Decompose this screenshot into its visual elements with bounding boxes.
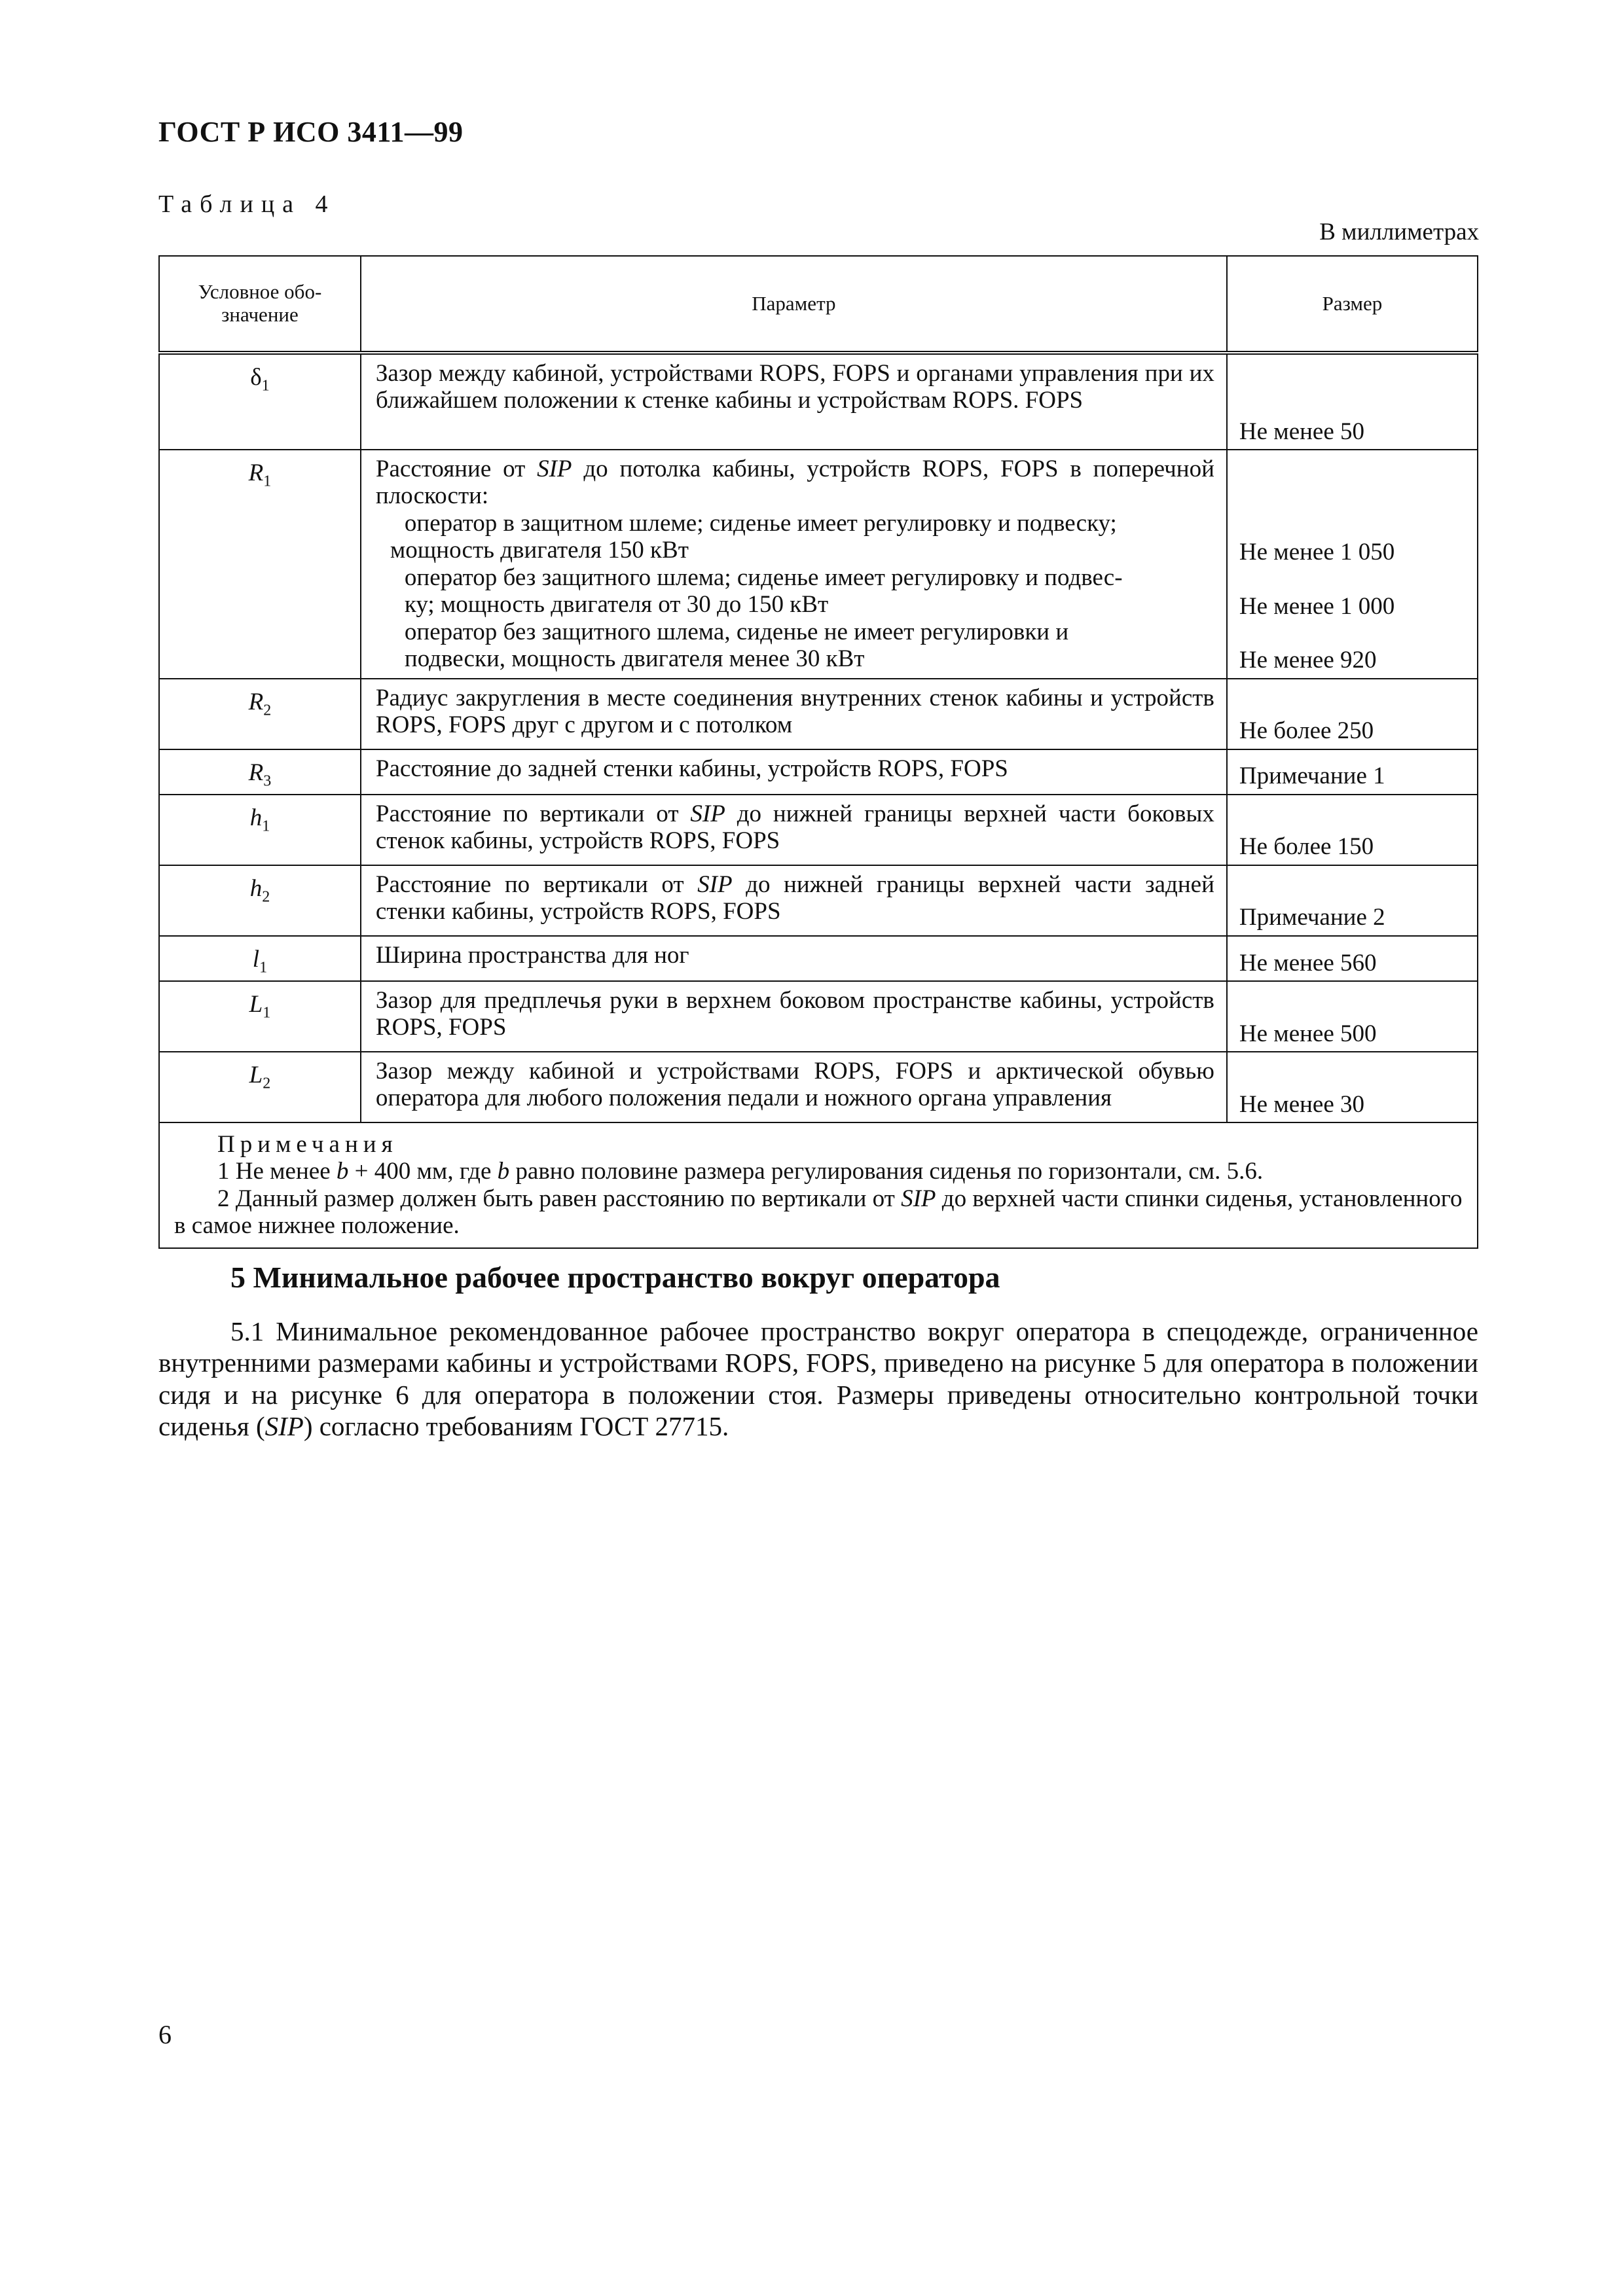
parameter-line: Зазор между кабиной и устройствами ROPS, FOPS и арктической обувью оператора для любого положения педали и ножного органа управления — [375, 1058, 1214, 1112]
row-symbol: $L_2$ — [159, 1052, 361, 1122]
size-value: Не менее 1 000 — [1239, 592, 1395, 620]
row-size — [1227, 749, 1478, 795]
column-header-size: Размер — [1227, 256, 1478, 353]
size-value: Не менее 1 050 — [1239, 539, 1395, 566]
parameter-line: Ширина пространства для ног — [375, 941, 689, 969]
parameter-line: Расстояние по вертикали от SIP до нижней границы верхней части боковых стенок кабины, устройств ROPS, FOPS — [375, 800, 1214, 855]
size-value: Не менее 560 — [1239, 949, 1377, 977]
parameter-line: оператор в защитном шлеме; сиденье имеет регулировку и подвеску; — [404, 509, 1117, 537]
table-row — [159, 981, 1478, 1052]
size-value: Примечание 1 — [1239, 762, 1385, 790]
notes-title: Примечания — [217, 1131, 398, 1158]
column-header-parameter: Параметр — [361, 256, 1227, 353]
parameter-line: Радиус закругления в месте соединения внутренних стенок кабины и устройств ROPS, FOPS друг с другом и с потолком — [375, 684, 1214, 738]
row-parameter — [361, 353, 1227, 450]
row-parameter — [361, 865, 1227, 936]
row-size — [1227, 679, 1478, 749]
table-notes-row — [159, 1122, 1478, 1248]
parameter-line: Расстояние от SIP до потолка кабины, устройств ROPS, FOPS в поперечной плоскости: — [375, 456, 1214, 510]
row-symbol: $h_2$ — [159, 865, 361, 936]
section-paragraph: 5.1 Минимальное рекомендованное рабочее пространство вокруг оператора в спецодежде, ограниченное внутренними размерами кабины и устройствами ROPS, FOPS, приведено на рисунке 5 для оператора в положении сидя и на рисунке 6 для оператора в положении стоя. Размеры приведены относительно контрольной точки сиденья (SIP) согласно требованиям ГОСТ 27715. — [158, 1316, 1478, 1442]
row-symbol: $L_1$ — [159, 981, 361, 1052]
table-notes — [159, 1122, 1478, 1248]
row-size — [1227, 865, 1478, 936]
table-row — [159, 749, 1478, 795]
row-size — [1227, 353, 1478, 450]
column-header-symbol — [159, 256, 361, 353]
parameter-line: Расстояние до задней стенки кабины, устройств ROPS, FOPS — [375, 755, 1008, 782]
row-size — [1227, 981, 1478, 1052]
table-row — [159, 865, 1478, 936]
row-parameter — [361, 1052, 1227, 1122]
size-value: Не менее 500 — [1239, 1020, 1377, 1047]
row-parameter — [361, 936, 1227, 981]
row-size — [1227, 1052, 1478, 1122]
size-value: Примечание 2 — [1239, 904, 1385, 931]
size-value: Не более 250 — [1239, 717, 1374, 745]
size-value: Не менее 30 — [1239, 1090, 1365, 1118]
row-parameter — [361, 981, 1227, 1052]
row-symbol: $h_1$ — [159, 795, 361, 865]
row-size — [1227, 450, 1478, 679]
row-symbol: $l_1$ — [159, 936, 361, 981]
table-row — [159, 1052, 1478, 1122]
row-parameter — [361, 749, 1227, 795]
parameter-line: Зазор между кабиной, устройствами ROPS, FOPS и органами управления при их ближайшем положении к стенке кабины и устройствам ROPS. FOPS — [375, 360, 1214, 414]
parameter-line: подвески, мощность двигателя менее 30 кВт — [404, 645, 865, 673]
table-label: Таблица 4 — [158, 190, 336, 218]
size-value: Не менее 50 — [1239, 418, 1365, 445]
row-parameter — [361, 679, 1227, 749]
row-parameter — [361, 795, 1227, 865]
table-row — [159, 795, 1478, 865]
row-symbol: $R_1$ — [159, 450, 361, 679]
row-symbol: $R_2$ — [159, 679, 361, 749]
table-units-note: В миллиметрах — [1319, 219, 1479, 245]
table-row — [159, 353, 1478, 450]
parameter-line: Расстояние по вертикали от SIP до нижней границы верхней части задней стенки кабины, устройств ROPS, FOPS — [375, 870, 1214, 925]
page-number: 6 — [158, 2020, 172, 2049]
dimensions-table — [158, 255, 1478, 1249]
standard-code-header: ГОСТ Р ИСО 3411—99 — [158, 116, 464, 148]
parameter-line: ку; мощность двигателя от 30 до 150 кВт — [404, 591, 829, 619]
parameter-line: мощность двигателя 150 кВт — [390, 537, 689, 564]
row-symbol: $\delta_1$ — [159, 353, 361, 450]
table-row — [159, 679, 1478, 749]
size-value: Не более 150 — [1239, 833, 1374, 861]
row-parameter — [361, 450, 1227, 679]
parameter-line: Зазор для предплечья руки в верхнем боковом пространстве кабины, устройств ROPS, FOPS — [375, 987, 1214, 1041]
size-value: Не менее 920 — [1239, 647, 1377, 674]
column-header-symbol-line: значение — [221, 303, 299, 326]
note-item: 1 Не менее b + 400 мм, где b равно половине размера регулирования сиденья по горизонтали, см. 5.6. — [217, 1158, 1264, 1185]
section-heading: 5 Минимальное рабочее пространство вокруг оператора — [230, 1261, 1000, 1294]
row-symbol: $R_3$ — [159, 749, 361, 795]
table-row — [159, 450, 1478, 679]
column-header-symbol-line: Условное обо- — [198, 280, 322, 304]
note-item: 2 Данный размер должен быть равен расстоянию по вертикали от SIP до верхней части спинки сиденья, установленного в самое нижнее положение. — [174, 1185, 1463, 1240]
parameter-line: оператор без защитного шлема; сиденье имеет регулировку и подвес- — [404, 564, 1123, 591]
row-size — [1227, 936, 1478, 981]
parameter-line: оператор без защитного шлема, сиденье не имеет регулировки и — [404, 618, 1069, 645]
row-size — [1227, 795, 1478, 865]
table-row — [159, 936, 1478, 981]
